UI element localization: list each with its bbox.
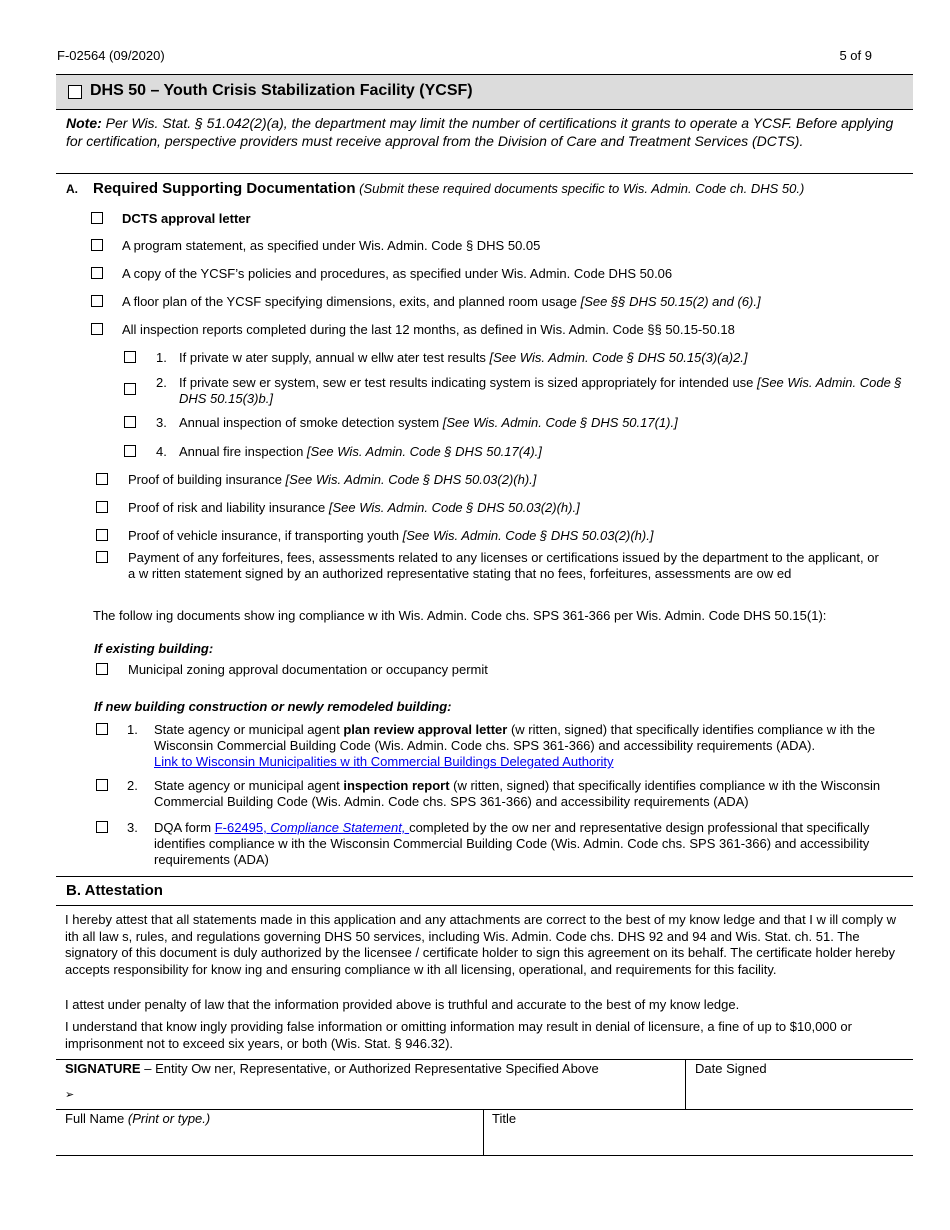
municipalities-link[interactable]: Link to Wisconsin Municipalities w ith Commercial Buildings Delegated Authority [154,754,614,769]
item-text: Proof of building insurance [128,472,286,487]
list-item [154,778,904,810]
item-text: If private w ater supply, annual w ellw ater test results [179,350,490,365]
item-text: Proof of risk and liability insurance [128,500,329,515]
list-item: All inspection reports completed during the last 12 months, as defined in Wis. Admin. Code §§ 50.15-50.18 [122,322,735,337]
item-text: A floor plan of the YCSF specifying dimensions, exits, and planned room usage [122,294,581,309]
date-signed-label: Date Signed [695,1061,767,1076]
section-b-heading: B. Attestation [66,882,163,899]
checkbox[interactable] [96,529,108,541]
item-number: 3. [127,820,138,835]
item-text: Proof of vehicle insurance, if transporting youth [128,528,403,543]
compliance-intro: The follow ing documents show ing compliance w ith Wis. Admin. Code chs. SPS 361-366 per Wis. Admin. Code DHS 50.15(1): [93,608,827,623]
item-text: (w ritten, signed) that specifically identifies compliance w ith the Wisconsin Commercial Building Code (Wis. Admin. Code chs. SPS 361-366) and accessibility requirements (ADA). [154,722,876,753]
inspection-number: 2. [156,375,167,390]
list-item: DCTS approval letter [122,211,251,226]
signature-label-text: – Entity Ow ner, Representative, or Authorized Representative Specified Above [140,1061,599,1076]
full-name-label [65,1111,210,1127]
item-ref: [See Wis. Admin. Code § DHS 50.03(2)(h).] [328,500,580,515]
inspection-number: 3. [156,415,167,430]
note [66,114,896,150]
item-text: (w ritten, signed) that specifically identifies compliance w ith the Wisconsin Commercial Building Code (Wis. Admin. Code chs. SPS 361-366) and accessibility requirements (ADA) [154,778,881,809]
section-a-heading [66,180,804,197]
full-name-label-text: Full Name [65,1111,128,1126]
inspection-item [179,375,904,407]
inspection-number: 1. [156,350,167,365]
divider [685,1060,686,1109]
signature-field[interactable] [86,1080,676,1106]
item-ref: [See §§ DHS 50.15(2) and (6).] [580,294,761,309]
list-item: A program statement, as specified under Wis. Admin. Code § DHS 50.05 [122,238,541,253]
checkbox[interactable] [91,323,103,335]
inspection-item [179,415,899,431]
list-item [154,722,904,770]
page-title: DHS 50 – Youth Crisis Stabilization Facility (YCSF) [90,82,473,99]
item-text: Annual fire inspection [179,444,307,459]
page-number: 5 of 9 [839,48,872,63]
form-f62495-link[interactable] [215,820,409,835]
list-item [128,500,898,516]
item-ref: [See Wis. Admin. Code § DHS 50.15(3)(a)2.] [489,350,748,365]
item-text: completed by the ow ner and representative design professional that specifically identifies compliance w ith the Wisconsin Commercial Building Code (Wis. Admin. Code chs. SPS 361-366) and accessibility requirements (ADA) [154,820,870,867]
note-label: Note: [66,115,102,131]
item-text: Annual inspection of smoke detection system [179,415,443,430]
item-ref: [See Wis. Admin. Code § DHS 50.17(4).] [306,444,542,459]
link-form-title: Compliance Statement, [270,820,410,835]
item-bold: inspection report [343,778,450,793]
signature-table [56,1059,913,1156]
item-text: State agency or municipal agent [154,778,344,793]
signature-label [65,1061,599,1077]
checkbox[interactable] [96,501,108,513]
item-bold: plan review approval letter [343,722,508,737]
attestation-paragraph: I attest under penalty of law that the information provided above is truthful and accurate to the best of my know ledge. [65,997,740,1012]
list-item: A copy of the YCSF’s policies and procedures, as specified under Wis. Admin. Code DHS 50.06 [122,266,673,281]
checkbox[interactable] [124,416,136,428]
full-name-field[interactable] [61,1128,476,1152]
item-ref: [See Wis. Admin. Code § DHS 50.03(2)(h).] [285,472,537,487]
checkbox[interactable] [124,383,136,395]
existing-building-heading: If existing building: [94,641,214,656]
item-text: State agency or municipal agent [154,722,344,737]
checkbox[interactable] [124,351,136,363]
new-building-heading: If new building construction or newly remodeled building: [94,699,452,714]
item-ref: [See Wis. Admin. Code § DHS 50.15(3)b.] [179,375,902,406]
item-ref: [See Wis. Admin. Code § DHS 50.17(1).] [442,415,678,430]
checkbox[interactable] [91,267,103,279]
title-label: Title [492,1111,517,1126]
checkbox[interactable] [91,239,103,251]
inspection-number: 4. [156,444,167,459]
list-item [128,528,898,544]
item-ref: [See Wis. Admin. Code § DHS 50.03(2)(h).] [402,528,654,543]
section-a-title: Required Supporting Documentation [93,180,356,197]
link-form-number: F-62495, [214,820,271,835]
checkbox[interactable] [91,295,103,307]
list-item: Payment of any forfeitures, fees, assessments related to any licenses or certifications issued by the department to the applicant, or a w ritten statement signed by an authorized representative stating that no fees, forfeitures, assessments are ow ed [128,550,879,581]
checkbox[interactable] [96,663,108,675]
divider [56,905,913,906]
inspection-item [179,444,899,460]
section-a-subtitle: (Submit these required documents specific to Wis. Admin. Code ch. DHS 50.) [355,181,805,196]
item-text: If private sew er system, sew er test results indicating system is sized appropriately for intended use [179,375,758,390]
dhs50-checkbox[interactable] [68,85,82,99]
checkbox[interactable] [96,779,108,791]
section-a-letter: A. [66,182,78,196]
checkbox[interactable] [96,723,108,735]
full-name-hint: (Print or type.) [127,1111,211,1126]
inspection-item [179,350,899,366]
signature-label-bold: SIGNATURE [65,1061,141,1076]
item-number: 1. [127,722,138,737]
checkbox[interactable] [96,551,108,563]
checkbox[interactable] [124,445,136,457]
checkbox[interactable] [96,473,108,485]
attestation-paragraph: I hereby attest that all statements made in this application and any attachments are correct to the best of my know ledge and that I w ill comply w ith all law s, rules, and regulations governing DHS 50 services, including Wis. Admin. Code chs. DHS 92 and 94 and Wis. Stat. ch. 51. The signatory of this document is duly authorized by the licensee / certificate holder to sign this agreement on its behalf. The certificate holder hereby accepts responsibility for know ing and ensuring compliance w ith all licensing, operational, and requirements for this facility. [65,912,896,977]
form-id: F-02564 (09/2020) [57,48,165,63]
section-title-bar [56,74,913,110]
checkbox[interactable] [96,821,108,833]
checkbox[interactable] [91,212,103,224]
list-item: Municipal zoning approval documentation or occupancy permit [128,662,488,677]
date-signed-field[interactable] [691,1080,906,1106]
title-field[interactable] [489,1128,904,1152]
item-number: 2. [127,778,138,793]
attestation-paragraph: I understand that know ingly providing false information or omitting information may result in denial of licensure, a fine of up to $10,000 or imprisonment not to exceed six years, or both (Wis. Stat. § 946.32). [65,1019,852,1051]
note-text: Per Wis. Stat. § 51.042(2)(a), the department may limit the number of certifications it grants to operate a YCSF. Before applying for certification, perspective providers must receive approval from the Division of Care and Treatment Services (DCTS). [66,115,894,149]
divider [483,1109,484,1155]
signature-arrow-icon: ➢ [65,1089,75,1101]
list-item [154,820,904,868]
list-item [128,472,898,488]
list-item [122,294,761,310]
item-text: DQA form [154,820,215,835]
divider [56,876,913,877]
divider [56,173,913,174]
